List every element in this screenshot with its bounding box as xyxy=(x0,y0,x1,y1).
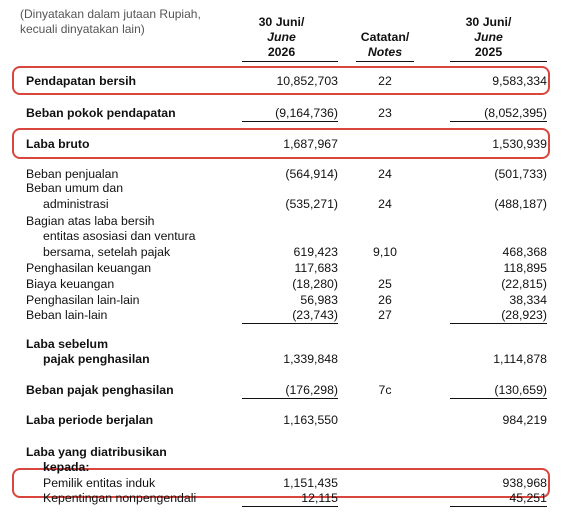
value-2026-beban-pajak: (176,298) xyxy=(285,383,338,397)
note-beban-umum: 24 xyxy=(378,197,392,211)
row-label-bagian-laba-line1: Bagian atas laba bersih xyxy=(26,214,155,228)
underline-2026-beban-pajak xyxy=(242,398,338,399)
row-label-kepentingan-nonpengendali: Kepentingan nonpengendali xyxy=(43,491,197,505)
row-label-laba-sebelum-pajak-line2: pajak penghasilan xyxy=(43,352,150,366)
column-header-2026 xyxy=(225,15,338,60)
underline-2026-beban-lain xyxy=(242,323,338,324)
value-2025-penghasilan-lain: 38,334 xyxy=(509,293,547,307)
column-header-2025-line1: 30 Juni/ xyxy=(465,15,512,29)
row-label-beban-lain: Beban lain-lain xyxy=(26,308,108,322)
note-penghasilan-lain: 26 xyxy=(378,293,392,307)
column-header-2025-line3: 2025 xyxy=(474,45,503,59)
row-label-laba-bruto: Laba bruto xyxy=(26,137,90,151)
value-2026-pendapatan-bersih: 10,852,703 xyxy=(276,74,338,88)
value-2026-laba-bruto: 1,687,967 xyxy=(283,137,338,151)
value-2025-pemilik-entitas: 938,968 xyxy=(502,476,547,490)
value-2025-pendapatan-bersih: 9,583,334 xyxy=(492,74,547,88)
currency-note-line1: (Dinyatakan dalam jutaan Rupiah, xyxy=(20,7,201,21)
value-2025-laba-sebelum-pajak: 1,114,878 xyxy=(493,352,547,366)
row-label-bagian-laba-line2: entitas asosiasi dan ventura xyxy=(43,229,196,243)
note-pendapatan-bersih: 22 xyxy=(378,74,392,88)
value-2025-laba-periode: 984,219 xyxy=(502,413,547,427)
note-beban-pajak: 7c xyxy=(378,383,392,397)
note-bagian-laba: 9,10 xyxy=(373,245,397,259)
underline-2026-kepentingan-nonpengendali xyxy=(242,506,338,507)
value-2025-beban-pokok: (8,052,395) xyxy=(484,106,547,120)
value-2025-beban-penjualan: (501,733) xyxy=(494,167,547,181)
value-2025-beban-pajak: (130,659) xyxy=(494,383,547,397)
value-2026-beban-umum: (535,271) xyxy=(285,197,338,211)
row-label-penghasilan-lain: Penghasilan lain-lain xyxy=(26,293,140,307)
row-label-beban-pajak: Beban pajak penghasilan xyxy=(26,383,174,397)
row-label-laba-sebelum-pajak-line1: Laba sebelum xyxy=(26,337,109,351)
row-label-laba-diatribusikan-line2: kepada: xyxy=(43,460,90,474)
currency-note-line2: kecuali dinyatakan lain) xyxy=(20,22,145,36)
value-2026-laba-sebelum-pajak: 1,339,848 xyxy=(283,352,338,366)
value-2026-biaya-keuangan: (18,280) xyxy=(292,277,338,291)
underline-2025-beban-lain xyxy=(450,323,547,324)
value-2026-beban-pokok: (9,164,736) xyxy=(275,106,338,120)
note-biaya-keuangan: 25 xyxy=(378,277,392,291)
value-2025-biaya-keuangan: (22,815) xyxy=(501,277,547,291)
row-label-biaya-keuangan: Biaya keuangan xyxy=(26,277,115,291)
underline-2025-beban-pokok xyxy=(450,121,547,122)
row-label-pendapatan-bersih: Pendapatan bersih xyxy=(26,74,137,88)
row-label-laba-diatribusikan-line1: Laba yang diatribusikan xyxy=(26,445,167,459)
column-header-2026-rule xyxy=(242,61,338,62)
row-label-penghasilan-keuangan: Penghasilan keuangan xyxy=(26,261,152,275)
row-label-pemilik-entitas: Pemilik entitas induk xyxy=(43,476,156,490)
value-2025-beban-umum: (488,187) xyxy=(494,197,547,211)
row-label-beban-penjualan: Beban penjualan xyxy=(26,167,119,181)
note-beban-lain: 27 xyxy=(378,308,392,322)
value-2026-beban-penjualan: (564,914) xyxy=(285,167,338,181)
column-header-2025 xyxy=(430,15,547,60)
value-2026-penghasilan-lain: 56,983 xyxy=(300,293,338,307)
value-2026-pemilik-entitas: 1,151,435 xyxy=(283,476,338,490)
row-label-bagian-laba-line3: bersama, setelah pajak xyxy=(43,245,171,259)
value-2025-beban-lain: (28,923) xyxy=(501,308,547,322)
underline-2025-beban-pajak xyxy=(450,398,547,399)
row-label-laba-periode: Laba periode berjalan xyxy=(26,413,154,427)
column-header-2026-line3: 2026 xyxy=(267,45,296,59)
column-header-2026-line1: 30 Juni/ xyxy=(258,15,305,29)
note-beban-penjualan: 24 xyxy=(378,167,392,181)
value-2025-kepentingan-nonpengendali: 45,251 xyxy=(509,491,547,505)
column-header-notes-rule xyxy=(356,61,414,62)
value-2026-bagian-laba: 619,423 xyxy=(293,245,338,259)
row-label-beban-umum-line1: Beban umum dan xyxy=(26,181,124,195)
currency-note xyxy=(20,7,201,37)
column-header-notes-line1: Catatan/ xyxy=(360,30,410,44)
value-2025-bagian-laba: 468,368 xyxy=(502,245,547,259)
row-label-beban-umum-line2: administrasi xyxy=(43,197,109,211)
column-header-notes xyxy=(350,30,420,60)
underline-2026-beban-pokok xyxy=(242,121,338,122)
underline-2025-kepentingan-nonpengendali xyxy=(450,506,547,507)
note-beban-pokok: 23 xyxy=(378,106,392,120)
value-2026-laba-periode: 1,163,550 xyxy=(283,413,338,427)
column-header-2025-rule xyxy=(450,61,547,62)
column-header-notes-line2: Notes xyxy=(367,45,403,59)
row-label-beban-pokok: Beban pokok pendapatan xyxy=(26,106,176,120)
value-2026-beban-lain: (23,743) xyxy=(292,308,338,322)
value-2025-laba-bruto: 1,530,939 xyxy=(492,137,547,151)
value-2026-kepentingan-nonpengendali: 12,115 xyxy=(301,491,338,505)
value-2026-penghasilan-keuangan: 117,683 xyxy=(294,261,338,275)
column-header-2025-line2: June xyxy=(474,30,503,44)
value-2025-penghasilan-keuangan: 118,895 xyxy=(503,261,547,275)
column-header-2026-line2: June xyxy=(267,30,296,44)
